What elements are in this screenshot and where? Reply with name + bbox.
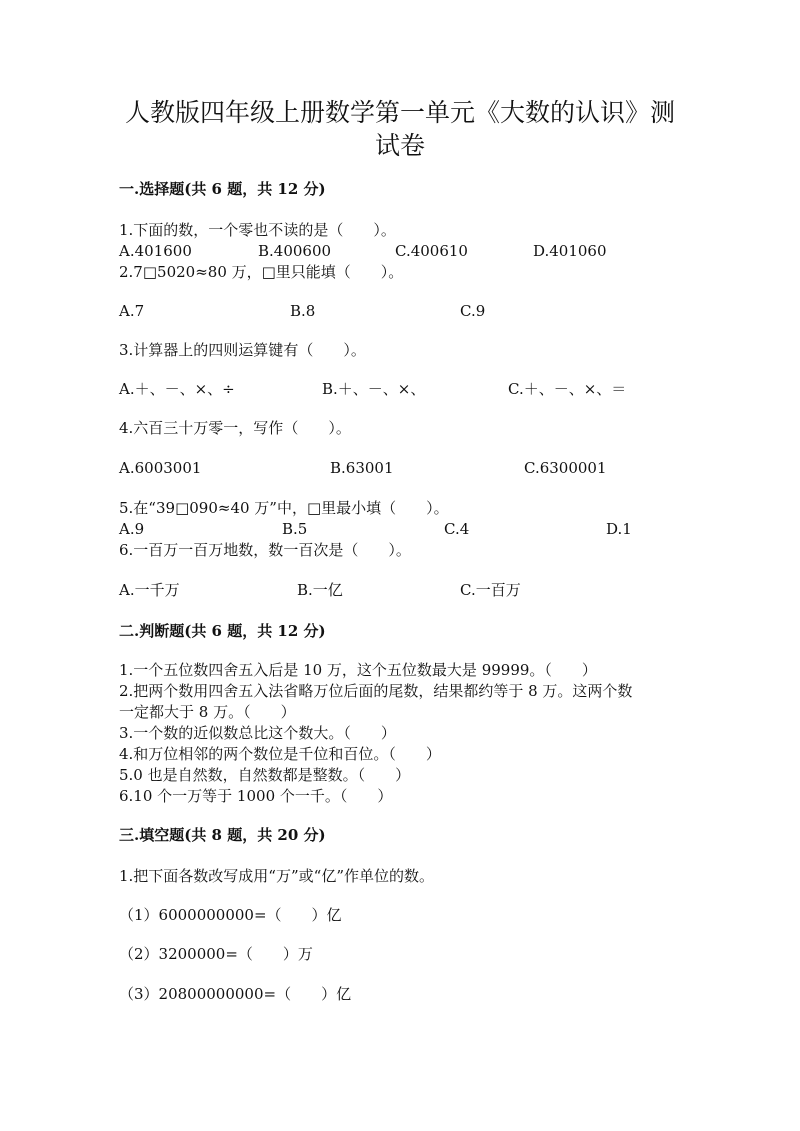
question-2-option-b: B.8 bbox=[290, 302, 316, 320]
section-heading-fill: 三.填空题(共 8 题，共 20 分) bbox=[119, 826, 326, 844]
question-4-option-b: B.63001 bbox=[330, 459, 394, 477]
question-5-option-c: C.4 bbox=[444, 520, 470, 538]
question-1-option-c: C.400610 bbox=[395, 242, 468, 260]
fill-item-1: （1）6000000000=（ ）亿 bbox=[119, 906, 342, 924]
page-title-line-1: 人教版四年级上册数学第一单元《大数的认识》测 bbox=[124, 98, 675, 127]
section-heading-choice: 一.选择题(共 6 题，共 12 分) bbox=[119, 180, 326, 198]
question-3-option-c: C.＋、－、×、＝ bbox=[508, 380, 627, 398]
page-title-line-2: 试卷 bbox=[374, 131, 425, 160]
question-3-option-a: A.＋、－、×、÷ bbox=[119, 380, 235, 398]
question-3-stem: 3.计算器上的四则运算键有（ ）。 bbox=[119, 341, 366, 359]
question-1-stem: 1.下面的数，一个零也不读的是（ ）。 bbox=[119, 221, 396, 239]
question-5-option-d: D.1 bbox=[606, 520, 632, 538]
question-2-option-c: C.9 bbox=[460, 302, 486, 320]
judge-line-4: 3.一个数的近似数总比这个数大。（ ） bbox=[119, 724, 396, 742]
question-6-option-a: A.一千万 bbox=[119, 581, 180, 599]
question-2-option-a: A.7 bbox=[119, 302, 145, 320]
judge-line-5: 4.和万位相邻的两个数位是千位和百位。（ ） bbox=[119, 745, 441, 763]
question-1-option-a: A.401600 bbox=[119, 242, 192, 260]
judge-line-6: 5.0 也是自然数，自然数都是整数。（ ） bbox=[119, 766, 411, 784]
page-title bbox=[100, 96, 700, 162]
judge-line-2: 2.把两个数用四舍五入法省略万位后面的尾数，结果都约等于 8 万。这两个数 bbox=[119, 682, 633, 700]
question-3-option-b: B.＋、－、×、 bbox=[322, 380, 426, 398]
fill-question-1-stem: 1.把下面各数改写成用“万”或“亿”作单位的数。 bbox=[119, 867, 434, 885]
question-6-option-b: B.一亿 bbox=[297, 581, 343, 599]
question-5-option-b: B.5 bbox=[282, 520, 308, 538]
question-4-stem: 4.六百三十万零一，写作（ ）。 bbox=[119, 419, 351, 437]
question-4-option-c: C.6300001 bbox=[524, 459, 607, 477]
question-4-option-a: A.6003001 bbox=[119, 459, 202, 477]
question-5-option-a: A.9 bbox=[119, 520, 145, 538]
question-6-stem: 6.一百万一百万地数，数一百次是（ ）。 bbox=[119, 541, 411, 559]
question-1-option-d: D.401060 bbox=[533, 242, 607, 260]
fill-item-3: （3）20800000000=（ ）亿 bbox=[119, 985, 352, 1003]
judge-line-7: 6.10 个一万等于 1000 个一千。（ ） bbox=[119, 787, 393, 805]
judge-line-1: 1.一个五位数四舍五入后是 10 万，这个五位数最大是 99999。（ ） bbox=[119, 661, 597, 679]
question-2-stem: 2.7□5020≈80 万，□里只能填（ ）。 bbox=[119, 263, 404, 281]
question-1-option-b: B.400600 bbox=[258, 242, 332, 260]
question-6-option-c: C.一百万 bbox=[460, 581, 521, 599]
judge-line-3: 一定都大于 8 万。（ ） bbox=[119, 703, 296, 721]
question-5-stem: 5.在“39□090≈40 万”中，□里最小填（ ）。 bbox=[119, 499, 449, 517]
section-heading-judge: 二.判断题(共 6 题，共 12 分) bbox=[119, 622, 326, 640]
fill-item-2: （2）3200000=（ ）万 bbox=[119, 945, 313, 963]
